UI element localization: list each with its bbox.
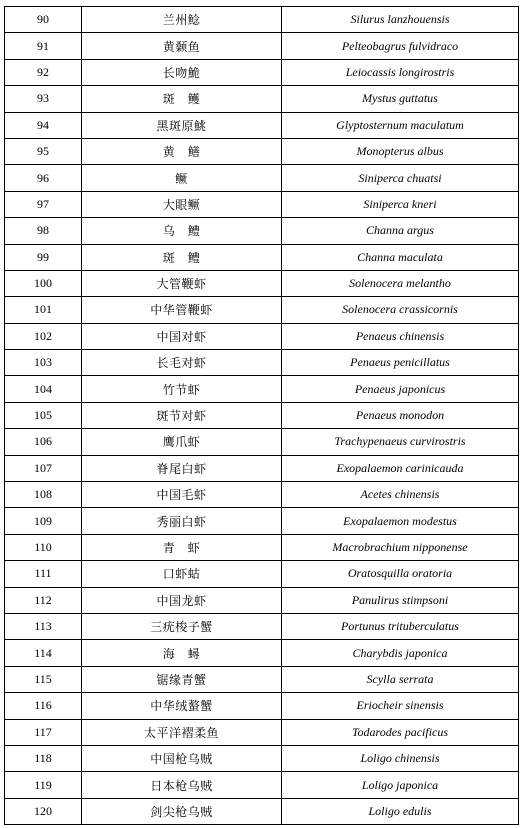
latin-name-cell: Channa maculata [282,244,519,270]
table-row [5,587,519,613]
row-number-cell: 90 [5,7,82,33]
row-number-cell: 105 [5,402,82,428]
table-row [5,402,519,428]
table-row [5,191,519,217]
row-number-cell: 109 [5,508,82,534]
table-row [5,376,519,402]
row-number-cell: 114 [5,640,82,666]
table-row [5,561,519,587]
latin-name-cell: Channa argus [282,218,519,244]
latin-name-cell: Penaeus japonicus [282,376,519,402]
chinese-name-cell: 斑 鳢 [82,244,282,270]
latin-name-cell: Siniperca chuatsi [282,165,519,191]
row-number-cell: 100 [5,270,82,296]
chinese-name-cell: 海 蟳 [82,640,282,666]
latin-name-cell: Todarodes pacificus [282,719,519,745]
latin-name-cell: Glyptosternum maculatum [282,112,519,138]
table-row [5,772,519,798]
table-row [5,719,519,745]
chinese-name-cell: 长毛对虾 [82,350,282,376]
chinese-name-cell: 大眼鳜 [82,191,282,217]
latin-name-cell: Oratosquilla oratoria [282,561,519,587]
chinese-name-cell: 乌 鳢 [82,218,282,244]
row-number-cell: 113 [5,613,82,639]
chinese-name-cell: 中华绒螯蟹 [82,693,282,719]
row-number-cell: 112 [5,587,82,613]
row-number-cell: 97 [5,191,82,217]
latin-name-cell: Exopalaemon carinicauda [282,455,519,481]
row-number-cell: 93 [5,86,82,112]
chinese-name-cell: 黄颡鱼 [82,33,282,59]
table-row [5,613,519,639]
species-table-body [5,7,519,825]
table-row [5,455,519,481]
table-row [5,429,519,455]
chinese-name-cell: 脊尾白虾 [82,455,282,481]
table-row [5,7,519,33]
row-number-cell: 101 [5,297,82,323]
row-number-cell: 106 [5,429,82,455]
chinese-name-cell: 黄 鳝 [82,138,282,164]
chinese-name-cell: 秀丽白虾 [82,508,282,534]
row-number-cell: 99 [5,244,82,270]
chinese-name-cell: 长吻鮠 [82,59,282,85]
latin-name-cell: Panulirus stimpsoni [282,587,519,613]
latin-name-cell: Penaeus chinensis [282,323,519,349]
latin-name-cell: Siniperca kneri [282,191,519,217]
chinese-name-cell: 黑斑原鮡 [82,112,282,138]
table-row [5,693,519,719]
chinese-name-cell: 鳜 [82,165,282,191]
latin-name-cell: Charybdis japonica [282,640,519,666]
chinese-name-cell: 三疣梭子蟹 [82,613,282,639]
table-row [5,482,519,508]
table-row [5,270,519,296]
chinese-name-cell: 中国对虾 [82,323,282,349]
row-number-cell: 117 [5,719,82,745]
table-row [5,534,519,560]
chinese-name-cell: 口虾蛄 [82,561,282,587]
chinese-name-cell: 日本枪乌贼 [82,772,282,798]
table-row [5,86,519,112]
row-number-cell: 104 [5,376,82,402]
table-row [5,138,519,164]
chinese-name-cell: 中国枪乌贼 [82,745,282,771]
row-number-cell: 120 [5,798,82,824]
table-row [5,666,519,692]
chinese-name-cell: 鹰爪虾 [82,429,282,455]
row-number-cell: 94 [5,112,82,138]
row-number-cell: 98 [5,218,82,244]
latin-name-cell: Pelteobagrus fulvidraco [282,33,519,59]
row-number-cell: 118 [5,745,82,771]
chinese-name-cell: 中华管鞭虾 [82,297,282,323]
table-row [5,218,519,244]
chinese-name-cell: 青 虾 [82,534,282,560]
chinese-name-cell: 锯缘青蟹 [82,666,282,692]
table-row [5,165,519,191]
latin-name-cell: Leiocassis longirostris [282,59,519,85]
table-row [5,33,519,59]
chinese-name-cell: 大管鞭虾 [82,270,282,296]
chinese-name-cell: 中国毛虾 [82,482,282,508]
latin-name-cell: Solenocera melantho [282,270,519,296]
table-row [5,640,519,666]
row-number-cell: 103 [5,350,82,376]
row-number-cell: 115 [5,666,82,692]
chinese-name-cell: 太平洋褶柔鱼 [82,719,282,745]
latin-name-cell: Solenocera crassicornis [282,297,519,323]
latin-name-cell: Mystus guttatus [282,86,519,112]
latin-name-cell: Loligo edulis [282,798,519,824]
table-row [5,323,519,349]
row-number-cell: 107 [5,455,82,481]
row-number-cell: 95 [5,138,82,164]
row-number-cell: 92 [5,59,82,85]
chinese-name-cell: 中国龙虾 [82,587,282,613]
row-number-cell: 102 [5,323,82,349]
table-row [5,297,519,323]
species-table [4,6,519,825]
row-number-cell: 116 [5,693,82,719]
table-row [5,59,519,85]
latin-name-cell: Eriocheir sinensis [282,693,519,719]
chinese-name-cell: 斑节对虾 [82,402,282,428]
latin-name-cell: Trachypenaeus curvirostris [282,429,519,455]
row-number-cell: 108 [5,482,82,508]
latin-name-cell: Exopalaemon modestus [282,508,519,534]
latin-name-cell: Loligo chinensis [282,745,519,771]
chinese-name-cell: 斑 鳠 [82,86,282,112]
table-row [5,508,519,534]
latin-name-cell: Portunus trituberculatus [282,613,519,639]
row-number-cell: 96 [5,165,82,191]
table-row [5,745,519,771]
row-number-cell: 119 [5,772,82,798]
table-row [5,798,519,824]
chinese-name-cell: 兰州鲶 [82,7,282,33]
row-number-cell: 91 [5,33,82,59]
table-row [5,112,519,138]
table-row [5,350,519,376]
latin-name-cell: Macrobrachium nipponense [282,534,519,560]
latin-name-cell: Loligo japonica [282,772,519,798]
chinese-name-cell: 竹节虾 [82,376,282,402]
latin-name-cell: Penaeus monodon [282,402,519,428]
latin-name-cell: Scylla serrata [282,666,519,692]
chinese-name-cell: 剑尖枪乌贼 [82,798,282,824]
latin-name-cell: Silurus lanzhouensis [282,7,519,33]
latin-name-cell: Acetes chinensis [282,482,519,508]
latin-name-cell: Monopterus albus [282,138,519,164]
row-number-cell: 110 [5,534,82,560]
table-row [5,244,519,270]
latin-name-cell: Penaeus penicillatus [282,350,519,376]
row-number-cell: 111 [5,561,82,587]
